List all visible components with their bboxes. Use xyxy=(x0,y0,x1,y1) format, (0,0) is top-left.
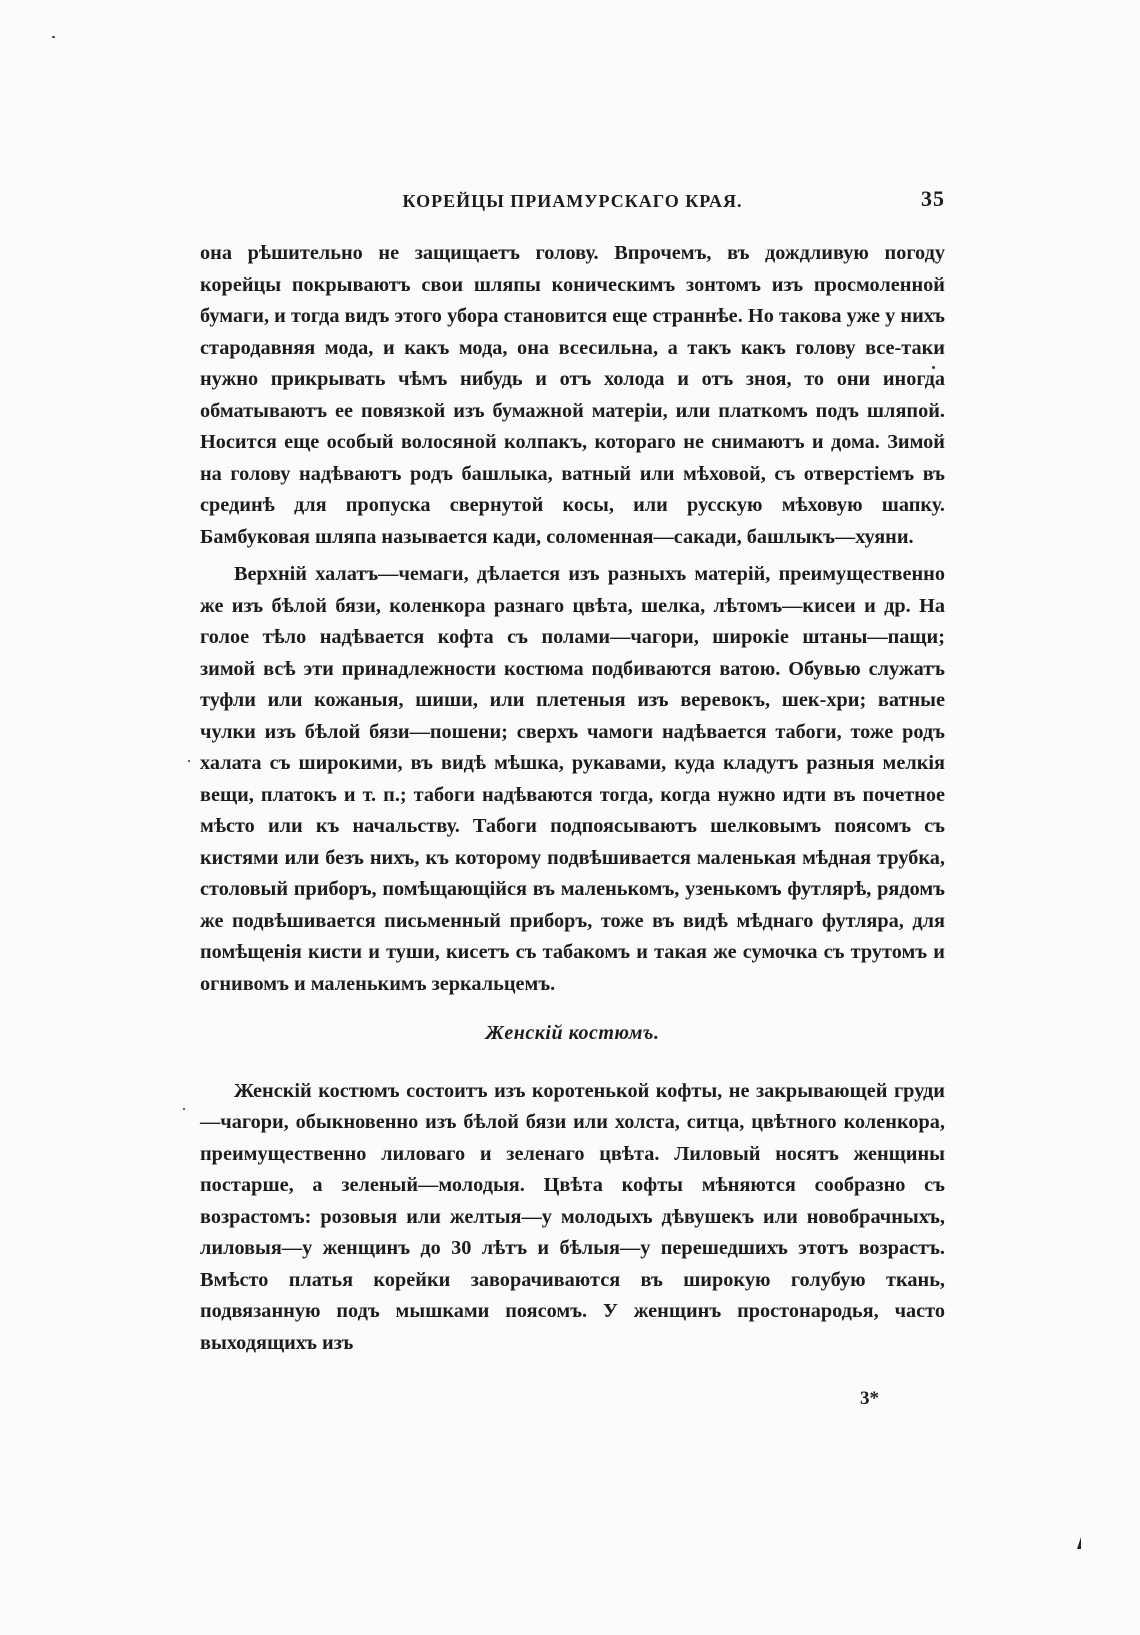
paragraph: Верхній халатъ—чемаги, дѣлается изъ разныхъ матерій, преимущественно же изъ бѣлой бязи, коленкора разнаго цвѣта, шелка, лѣтомъ—кисеи и др. На голое тѣло надѣвается кофта съ полами—чагори, широкіе штаны—пащи; зимой всѣ эти принадлежности костюма подбиваются ватою. Обувью служатъ туфли или кожаныя, шиши, или плетеныя изъ веревокъ, шек-хри; ватные чулки изъ бѣлой бязи—пошени; сверхъ чамоги надѣвается табоги, тоже родъ халата съ широкими, въ видѣ мѣшка, рукавами, куда кладутъ разныя мелкія вещи, платокъ и т. п.; табоги надѣваются тогда, когда нужно идти въ почетное мѣсто или къ начальству. Табоги подпоясываютъ шелковымъ поясомъ съ кистями или безъ нихъ, къ которому подвѣшивается маленькая мѣдная трубка, столовый приборъ, помѣщающійся въ маленькомъ, узенькомъ футлярѣ, рядомъ же подвѣшивается письменный приборъ, тоже въ видѣ мѣднаго футляра, для помѣщенія кисти и туши, кисетъ съ табакомъ и такая же сумочка съ трутомъ и огнивомъ и маленькимъ зеркальцемъ. xyxy=(200,563,945,995)
paragraph: Женскій костюмъ состоитъ изъ коротенькой кофты, не закрывающей груди—чагори, обыкновенно изъ бѣлой бязи или холста, ситца, цвѣтного коленкора, преимущественно лиловаго и зеленаго цвѣта. Лиловый носятъ женщины постарше, а зеленый—молодыя. Цвѣта кофты мѣняются сообразно съ возрастомъ: розовыя или желтыя—у молодыхъ дѣвушекъ или новобрачныхъ, лиловыя—у женщинъ до 30 лѣтъ и бѣлыя—у перешедшихъ этотъ возрастъ. Вмѣсто платья корейки заворачиваются въ широкую голубую ткань, подвязанную подъ мышками поясомъ. У женщинъ простонародья, часто выходящихъ изъ xyxy=(200,1079,945,1354)
ink-speck xyxy=(52,36,55,38)
ink-speck xyxy=(183,1108,185,1110)
ink-speck xyxy=(188,760,190,762)
signature-mark: 3* xyxy=(860,1388,879,1409)
running-title: КОРЕЙЦЫ ПРИАМУРСКАГО КРАЯ. xyxy=(402,191,743,211)
page-number: 35 xyxy=(921,186,945,211)
body-text xyxy=(200,238,945,1359)
section-heading: Женскій костюмъ. xyxy=(485,1022,660,1044)
scan-artifact xyxy=(1077,1537,1081,1549)
paragraph: она рѣшительно не защищаетъ голову. Впрочемъ, въ дождливую погоду корейцы покрываютъ свои шляпы коническимъ зонтомъ изъ просмоленной бумаги, и тогда видъ этого убора становится еще страннѣе. Но такова уже у нихъ стародавняя мода, и какъ мода, она всесильна, а такъ какъ голову все-таки нужно прикрывать чѣмъ нибудь и отъ холода и отъ зноя, то они иногда обматываютъ ее повязкой изъ бумажной матеріи, или платкомъ подъ шляпой. Носится еще особый волосяной колпакъ, котораго не снимаютъ и дома. Зимой на голову надѣваютъ родъ башлыка, ватный или мѣховой, съ отверстіемъ въ срединѣ для пропуска свернутой косы, или русскую мѣховую шапку. Бамбуковая шляпа называется кади, соломенная—сакади, башлыкъ—хуяни. xyxy=(200,242,945,548)
